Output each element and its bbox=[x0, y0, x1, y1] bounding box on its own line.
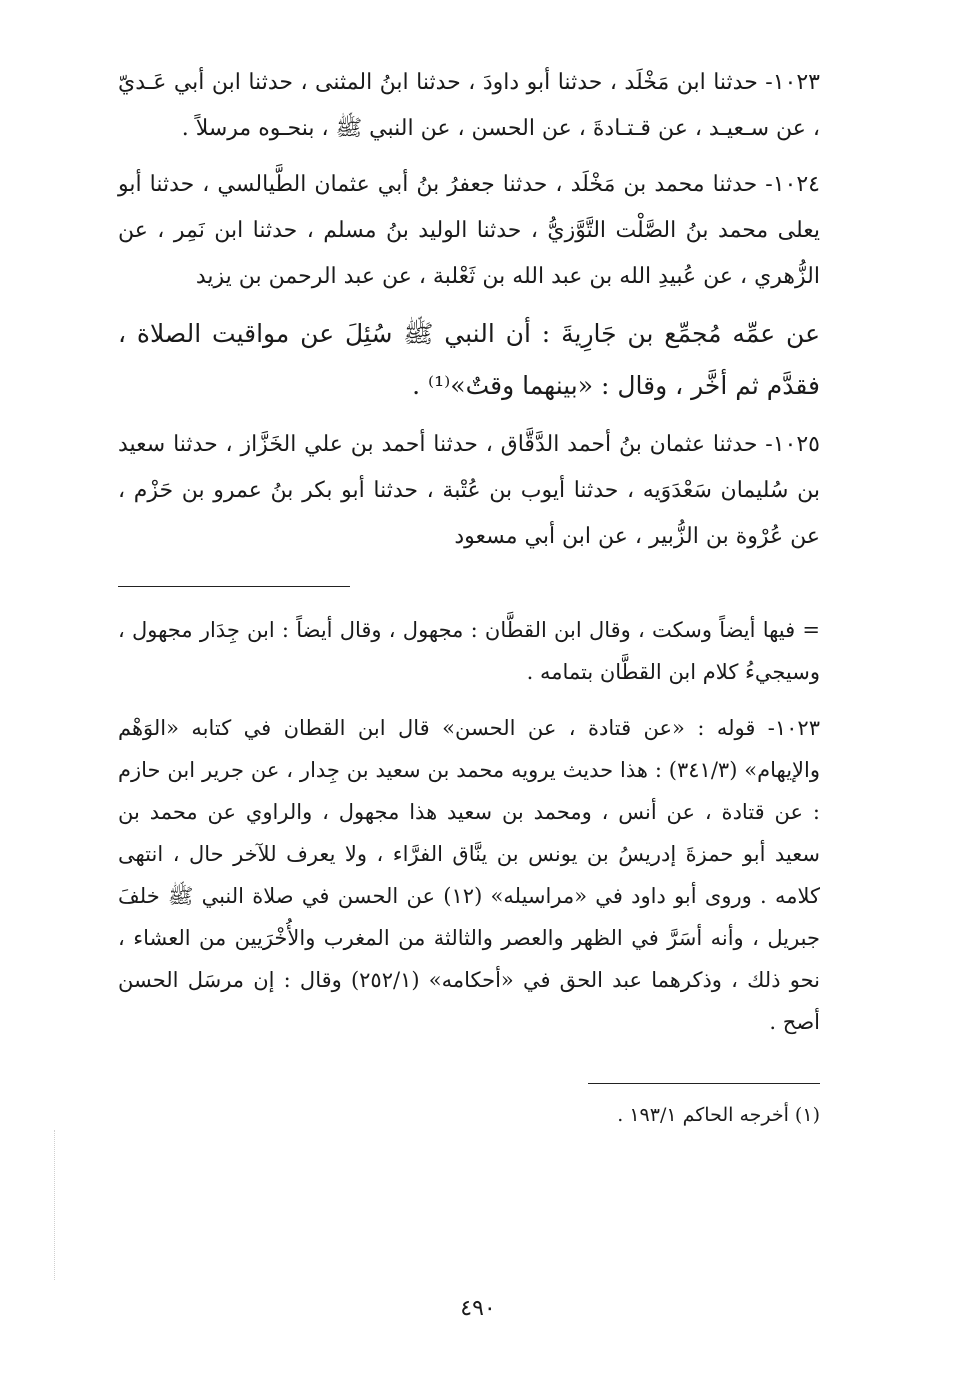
commentary-1023: ١٠٢٣- قوله : «عن قتادة ، عن الحسن» قال ابن القطان في كتابه «الوَهْم والإيهام» (٣٤١/٣) : هذا حديث يرويه محمد بن سعيد بن جِدار ، عن جرير ابن حازم : عن قتادة ، عن أنس ، ومحمد بن سعيد هذا مجهول ، والراوي عن محمد بن سعيد أبو حمزةَ إدريسُ بن يونس بن ينَّاق الفرَّاء ، ولا يعرف للآخر حال ، انتهى كلامه . وروى أبو داود في «مراسيله» (١٢) عن الحسن في صلاة النبي ﷺ خلفَ جبريل ، وأنه أسَرَّ في الظهر والعصر والثالثة من المغرب والأُخْرَيين من العشاء ، نحو ذلك ، وذكرهما عبد الحق في «أحكامه» (٢٥٢/١) وقال : إن مرسَل الحسن أصح . bbox=[118, 716, 820, 1034]
hadith-1023: ١٠٢٣- حدثنا ابن مَخْلَد ، حدثنا أبو داودَ ، حدثنا ابنُ المثنى ، حدثنا ابن أبي عَـديّ ، عن سـعيـد ، عن قـتـادةَ ، عن الحسن ، عن النبي ﷺ ، بنحـوه مرسلاً . bbox=[118, 70, 820, 141]
page-number: ٤٩٠ bbox=[460, 1296, 496, 1321]
footnote-1: (١) أخرجه الحاكم ١٩٣/١ . bbox=[617, 1104, 820, 1126]
footnote-separator bbox=[588, 1083, 820, 1084]
page-body bbox=[118, 60, 820, 1132]
margin-scan-dots bbox=[54, 1130, 57, 1280]
hadith-1024-matn: عن عمِّه مُجمِّع بن جَارِيةَ : أن النبي ﷺ سُئِلَ عن مواقيت الصلاة ، فقدَّم ثم أخَّر ، وقال : «بينهما وقتٌ»⁽¹⁾ . bbox=[118, 319, 820, 400]
hadith-1024-isnad: ١٠٢٤- حدثنا محمد بن مَخْلَد ، حدثنا جعفرُ بنُ أبي عثمان الطَّيالسي ، حدثنا أبو يعلى محمد بنُ الصَّلْت التَّوَّزيُّ ، حدثنا الوليد بنُ مسلم ، حدثنا ابن نَمِر ، عن الزُّهري ، عن عُبيدِ الله بن عبد الله بن ثَعْلبة ، عن عبد الرحمن بن يزيد bbox=[118, 172, 820, 289]
commentary-continuation: = فيها أيضاً وسكت ، وقال ابن القطَّان : مجهول ، وقال أيضاً : ابن جِدَار مجهول ، وسيجيءُ كلام ابن القطَّان بتمامه . bbox=[118, 618, 820, 684]
hadith-1025: ١٠٢٥- حدثنا عثمان بنُ أحمد الدَّقَّاق ، حدثنا أحمد بن علي الخَزَّاز ، حدثنا سعيد بن سُليمان سَعْدَوَيه ، حدثنا أيوب بن عُتْبة ، حدثنا أبو بكر بنُ عمرو بن حَزْم ، عن عُرْوة بن الزُّبير ، عن ابن أبي مسعود bbox=[118, 432, 820, 549]
commentary-separator bbox=[118, 586, 350, 587]
